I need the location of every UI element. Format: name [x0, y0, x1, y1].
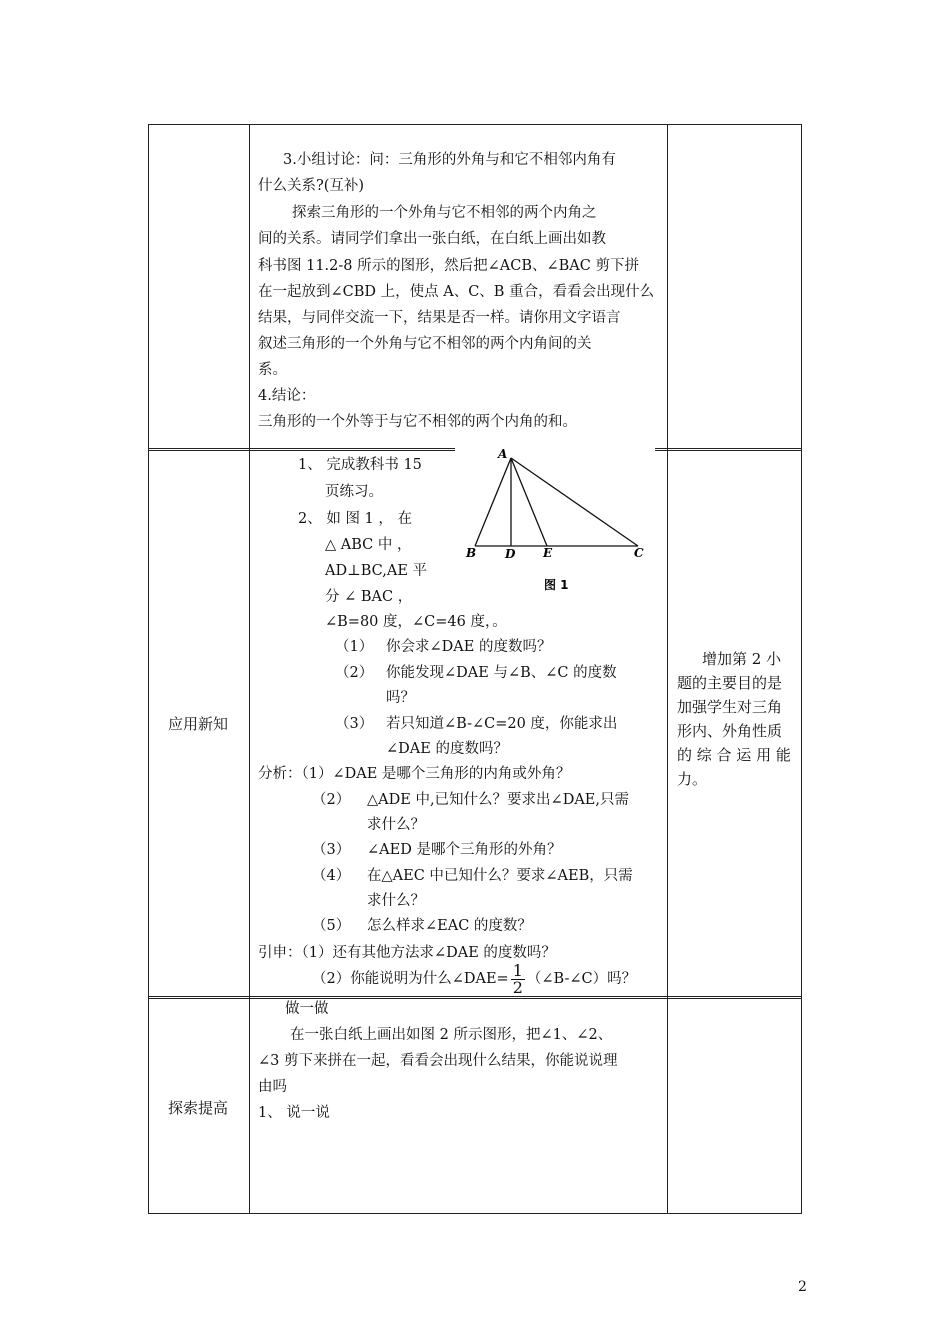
- question-text: ∠DAE 的度数吗？: [386, 741, 508, 757]
- note-line: 的 综 合 运 用 能: [677, 746, 791, 764]
- row3-line: ∠3 剪下来拼在一起，看看会出现什么结果，你能说说理: [258, 1053, 618, 1069]
- extension-line-2: [312, 962, 636, 996]
- row3-line: 1、 说一说: [258, 1105, 330, 1121]
- question-text: 你会求∠DAE 的度数吗？: [386, 639, 552, 655]
- row1-line: 在一起放到∠CBD 上，使点 A、C、B 重合，看看会出现什么: [258, 284, 655, 300]
- label-b: B: [466, 546, 477, 560]
- extension-text: （2）你能说明为什么∠DAE=: [312, 971, 509, 987]
- analysis-text: 怎么样求∠EAC 的度数？: [367, 918, 532, 934]
- row1-line: 科书图 11.2-8 所示的图形，然后把∠ACB、∠BAC 剪下拼: [258, 258, 639, 274]
- note-line: 力。: [677, 770, 708, 788]
- exercise-1: 1、 完成教科书 15: [298, 457, 422, 473]
- label-c: C: [634, 546, 644, 560]
- note-line: 题的主要目的是: [677, 674, 783, 692]
- row2-label: 应用新知: [167, 715, 228, 733]
- row1-line: 4.结论：: [258, 388, 316, 404]
- question-text: 你能发现∠DAE 与∠B、∠C 的度数: [386, 665, 617, 681]
- question-number: （3）: [335, 716, 374, 732]
- extension-line: 引申：（1）还有其他方法求∠DAE 的度数吗？: [258, 945, 556, 961]
- row3-line: 由吗: [258, 1079, 287, 1095]
- row1-line: 系。: [258, 362, 287, 378]
- row1-line: 结果，与同伴交流一下，结果是否一样。请你用文字语言: [258, 310, 621, 326]
- row1-line: 3.小组讨论：问：三角形的外角与和它不相邻内角有: [283, 152, 616, 168]
- analysis-text: 求什么？: [367, 817, 425, 833]
- row1-line: 间的关系。请同学们拿出一张白纸，在白纸上画出如教: [258, 231, 606, 247]
- note-line: 形内、外角性质: [677, 722, 783, 740]
- label-d: D: [505, 547, 516, 561]
- fraction: [511, 960, 525, 997]
- analysis-number: （5）: [312, 918, 351, 934]
- page-number: 2: [798, 1279, 807, 1295]
- analysis-text: 求什么？: [367, 893, 425, 909]
- analysis-text: ∠AED 是哪个三角形的外角？: [367, 842, 562, 858]
- extension-text: （∠B-∠C）吗？: [526, 971, 637, 987]
- row1-line: 三角形的一个外等于与它不相邻的两个内角的和。: [258, 414, 577, 430]
- fraction-numerator: 1: [512, 960, 523, 980]
- row3-label: 探索提高: [167, 1099, 228, 1117]
- note-line: 增加第 2 小: [702, 650, 782, 668]
- column-divider-right: [667, 125, 668, 1213]
- exercise-2: 2、 如 图 1 ， 在: [298, 511, 412, 527]
- row1-line: 什么关系?(互补): [258, 178, 365, 194]
- analysis-text: 在△AEC 中已知什么？要求∠AEB，只需: [367, 868, 633, 884]
- row-divider-2: [149, 996, 801, 999]
- analysis-line: 分析：（1）∠DAE 是哪个三角形的内角或外角？: [258, 766, 571, 782]
- column-divider-left: [249, 125, 250, 1213]
- exercise-1-cont: 页练习。: [325, 484, 383, 500]
- question-text: 若只知道∠B-∠C=20 度，你能求出: [386, 716, 618, 732]
- row1-line: 叙述三角形的一个外角与它不相邻的两个内角间的关: [258, 336, 592, 352]
- analysis-text: △ADE 中,已知什么？要求出∠DAE,只需: [367, 792, 629, 808]
- row1-line: 探索三角形的一个外角与它不相邻的两个内角之: [292, 205, 597, 221]
- figure-caption: 图 1: [544, 578, 569, 592]
- question-number: （2）: [335, 665, 374, 681]
- fraction-denominator: 2: [512, 977, 523, 997]
- triangle-figure: [455, 444, 655, 604]
- row3-line: 做一做: [285, 1001, 329, 1017]
- question-number: （1）: [335, 639, 374, 655]
- label-e: E: [543, 546, 553, 560]
- note-line: 加强学生对三角: [677, 698, 783, 716]
- question-text: 吗？: [386, 690, 415, 706]
- analysis-number: （2）: [312, 792, 351, 808]
- exercise-2-given: ∠B=80 度，∠C=46 度，。: [325, 614, 507, 630]
- label-a: A: [498, 447, 508, 461]
- analysis-number: （4）: [312, 868, 351, 884]
- exercise-2-cont: △ ABC 中 ，: [325, 537, 412, 553]
- row3-line: 在一张白纸上画出如图 2 所示图形，把∠1、∠2、: [290, 1027, 613, 1043]
- analysis-number: （3）: [312, 842, 351, 858]
- exercise-2-cont: AD⊥BC,AE 平: [325, 563, 428, 579]
- exercise-2-cont: 分 ∠ BAC ，: [325, 589, 413, 605]
